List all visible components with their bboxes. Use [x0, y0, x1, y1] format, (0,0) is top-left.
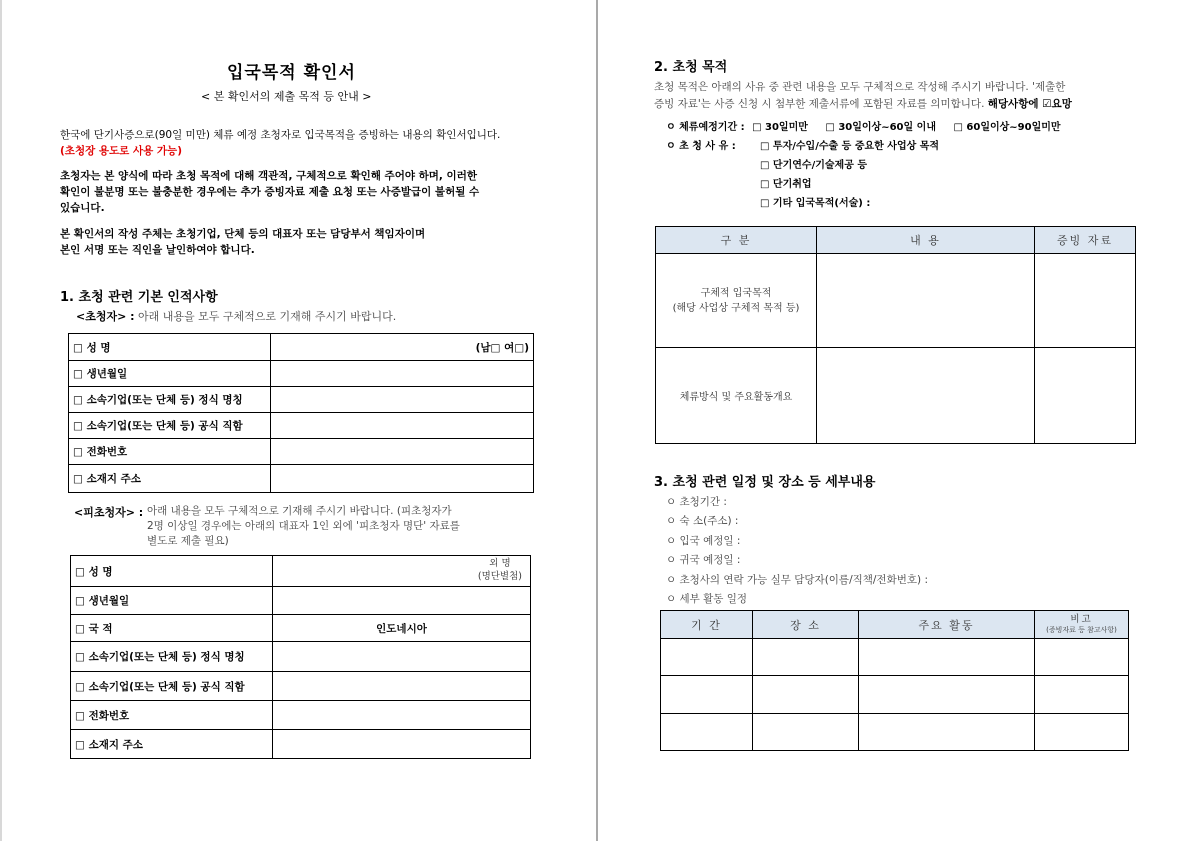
purpose-row1-content[interactable] — [817, 254, 1035, 348]
purpose-table — [655, 226, 1136, 444]
purpose-row2-label: 체류방식 및 주요활동개요 — [656, 348, 817, 444]
s3-item-contact: ㅇ 초청사의 연락 가능 실무 담당자(이름/직책/전화번호) : — [666, 573, 928, 586]
schedule-header-activity: 주요 활동 — [859, 611, 1035, 639]
reason-option-2[interactable]: □ 단기연수/기술제공 등 — [760, 160, 868, 171]
intro-paragraph — [60, 127, 500, 159]
invitee-caption-label: <피초청자> : — [74, 506, 144, 519]
invitee-phone-field[interactable] — [273, 701, 531, 730]
stay-option-3[interactable]: □ 60일이상~90일미만 — [953, 122, 1061, 133]
left-page — [0, 0, 596, 841]
invitee-org-label: □ 소속기업(또는 단체 등) 정식 명칭 — [71, 642, 273, 672]
inviter-table — [68, 333, 534, 493]
schedule-cell[interactable] — [859, 639, 1035, 676]
inviter-gender-field[interactable]: (남□ 여□) — [271, 334, 534, 361]
invitee-table — [70, 555, 531, 759]
inviter-caption: <초청자> : 아래 내용을 모두 구체적으로 기재해 주시기 바랍니다. — [76, 310, 397, 323]
schedule-cell[interactable] — [1035, 714, 1129, 751]
document-subtitle: < 본 확인서의 제출 목적 등 안내 > — [201, 90, 372, 103]
schedule-cell[interactable] — [753, 639, 859, 676]
intro-line: 한국에 단기사증으로(90일 미만) 체류 예정 초청자로 입국목적을 증빙하는 내용의 확인서입니다. — [60, 129, 501, 141]
invitee-address-label: □ 소재지 주소 — [71, 730, 273, 759]
inviter-address-field[interactable] — [271, 465, 534, 493]
section3-title: 3. 초청 관련 일정 및 장소 등 세부내용 — [654, 475, 876, 490]
schedule-header-period: 기 간 — [661, 611, 753, 639]
schedule-cell[interactable] — [753, 714, 859, 751]
invitee-name-field[interactable] — [273, 556, 531, 587]
purpose-row1-evidence[interactable] — [1035, 254, 1136, 348]
stay-option-2[interactable]: □ 30일이상~60일 이내 — [825, 122, 936, 133]
schedule-cell[interactable] — [1035, 676, 1129, 714]
schedule-cell[interactable] — [859, 714, 1035, 751]
invitee-caption-desc: 아래 내용을 모두 구체적으로 기재해 주시기 바랍니다. (피초청자가 2명 이상일 경우에는 아래의 대표자 1인 외에 '피초청자 명단' 자료를 별도로 제출 필요) — [147, 505, 460, 547]
inviter-birth-label: □ 생년월일 — [69, 361, 271, 387]
reason-label: ㅇ 초 청 사 유 : — [666, 141, 736, 152]
schedule-cell[interactable] — [661, 714, 753, 751]
invitee-birth-label: □ 생년월일 — [71, 587, 273, 615]
section3-list — [666, 493, 928, 609]
schedule-cell[interactable] — [1035, 639, 1129, 676]
inviter-org-label: □ 소속기업(또는 단체 등) 정식 명칭 — [69, 387, 271, 413]
purpose-row1-label: 구체적 입국목적 (해당 사업상 구체적 목적 등) — [656, 254, 817, 348]
section1-title: 1. 초청 관련 기본 인적사항 — [60, 290, 218, 305]
invitee-birth-field[interactable] — [273, 587, 531, 615]
inviter-position-field[interactable] — [271, 413, 534, 439]
schedule-cell[interactable] — [661, 639, 753, 676]
inviter-phone-label: □ 전화번호 — [69, 439, 271, 465]
section2-description: 초청 목적은 아래의 사유 중 관련 내용을 모두 구체적으로 작성해 주시기 바랍니다. '제출한 증빙 자료'는 사증 신청 시 첨부한 제출서류에 포함된 자료를 의미합니다. 해당사항에 ☑요망 — [654, 81, 1072, 110]
purpose-header-content: 내 용 — [817, 227, 1035, 254]
invitee-name-label: □ 성 명 — [71, 556, 273, 587]
invitee-address-field[interactable] — [273, 730, 531, 759]
reason-option-1[interactable]: □ 투자/수입/수출 등 중요한 사업상 목적 — [760, 141, 940, 152]
purpose-row2-content[interactable] — [817, 348, 1035, 444]
invitee-position-field[interactable] — [273, 672, 531, 701]
inviter-position-label: □ 소속기업(또는 단체 등) 공식 직함 — [69, 413, 271, 439]
s3-item-entry: ㅇ 입국 예정일 : — [666, 534, 741, 547]
stay-option-1[interactable]: □ 30일미만 — [752, 122, 808, 133]
guidance-paragraph: 초청자는 본 양식에 따라 초청 목적에 대해 객관적, 구체적으로 확인해 주어야 하며, 이러한 확인이 불분명 또는 불충분한 경우에는 추가 증빙자료 제출 요청 또는 사증발급이 불허될 수 있습니다. — [60, 170, 480, 214]
reason-option-4[interactable]: □ 기타 입국목적(서술) : — [760, 198, 871, 209]
stay-period-row: ㅇ 체류예정기간 : □ 30일미만 □ 30일이상~60일 이내 □ 60일이상~90일미만 — [666, 122, 1061, 133]
s3-item-schedule: ㅇ 세부 활동 일정 — [666, 593, 748, 606]
purpose-header-evidence: 증빙 자료 — [1035, 227, 1136, 254]
schedule-header-remark: 비고 (증빙자료 등 참고사항) — [1035, 611, 1129, 639]
schedule-header-place: 장 소 — [753, 611, 859, 639]
right-page — [598, 0, 1193, 841]
schedule-cell[interactable] — [661, 676, 753, 714]
invitee-position-label: □ 소속기업(또는 단체 등) 공식 직함 — [71, 672, 273, 701]
s3-item-lodging: ㅇ 숙 소(주소) : — [666, 515, 739, 528]
inviter-address-label: □ 소재지 주소 — [69, 465, 271, 493]
invitee-org-field[interactable] — [273, 642, 531, 672]
purpose-row2-evidence[interactable] — [1035, 348, 1136, 444]
author-paragraph: 본 확인서의 작성 주체는 초청기업, 단체 등의 대표자 또는 담당부서 책임자이며 본인 서명 또는 직인을 날인하여야 합니다. — [60, 228, 426, 256]
inviter-phone-field[interactable] — [271, 439, 534, 465]
invitee-phone-label: □ 전화번호 — [71, 701, 273, 730]
inviter-birth-field[interactable] — [271, 361, 534, 387]
section2-title: 2. 초청 목적 — [654, 60, 728, 75]
schedule-cell[interactable] — [753, 676, 859, 714]
invitee-nationality-field[interactable]: 인도네시아 — [273, 615, 531, 642]
purpose-header-category: 구 분 — [656, 227, 817, 254]
schedule-cell[interactable] — [859, 676, 1035, 714]
inviter-name-label: □ 성 명 — [69, 334, 271, 361]
reason-option-3[interactable]: □ 단기취업 — [760, 179, 812, 190]
document-title: 입국목적 확인서 — [227, 63, 356, 83]
invitee-name-note: 외 명 (명단별첨) — [477, 558, 522, 582]
inviter-org-field[interactable] — [271, 387, 534, 413]
invitee-nationality-label: □ 국 적 — [71, 615, 273, 642]
s3-item-period: ㅇ 초청기간 : — [666, 496, 727, 508]
intro-note: (초청장 용도로 사용 가능) — [60, 145, 182, 157]
schedule-table — [660, 610, 1129, 751]
s3-item-return: ㅇ 귀국 예정일 : — [666, 554, 741, 567]
